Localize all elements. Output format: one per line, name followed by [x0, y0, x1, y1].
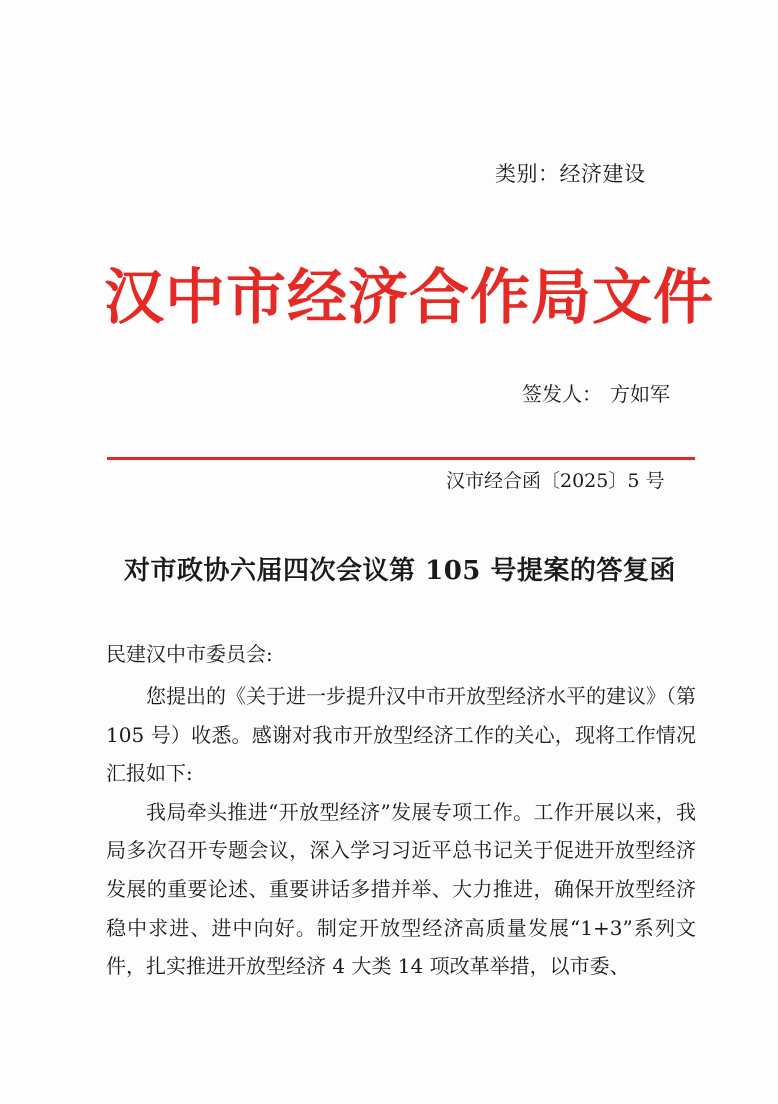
body-paragraph: 您提出的《关于进一步提升汉中市开放型经济水平的建议》（第 105 号）收悉。感谢对我市开放型经济工作的关心，现将工作情况汇报如下:: [106, 684, 696, 786]
body-paragraph: 我局牵头推进“开放型经济”发展专项工作。工作开展以来，我局多次召开专题会议，深入学习习近平总书记关于促进开放型经济发展的重要论述、重要讲话多措并举、大力推进，确保开放型经济稳中求进、进中向好。制定开放型经济高质量发展“1+3”系列文件，扎实推进开放型经济 4 大类 14 项改革举措，以市委、: [106, 799, 696, 979]
salutation: 民建汉中市委员会:: [106, 642, 273, 666]
issuer-header-title: 汉中市经济合作局文件: [104, 263, 714, 333]
body-text: [106, 677, 696, 986]
signer-name: 方如军: [610, 382, 670, 406]
document-title: 对市政协六届四次会议第 105 号提案的答复函: [124, 556, 676, 586]
red-divider-line: [107, 457, 695, 460]
category-label: 类别：经济建设: [495, 162, 646, 186]
signer-label: 签发人：: [522, 382, 602, 406]
signer-line: [522, 378, 670, 407]
document-number: 汉市经合函〔2025〕5 号: [446, 470, 665, 492]
